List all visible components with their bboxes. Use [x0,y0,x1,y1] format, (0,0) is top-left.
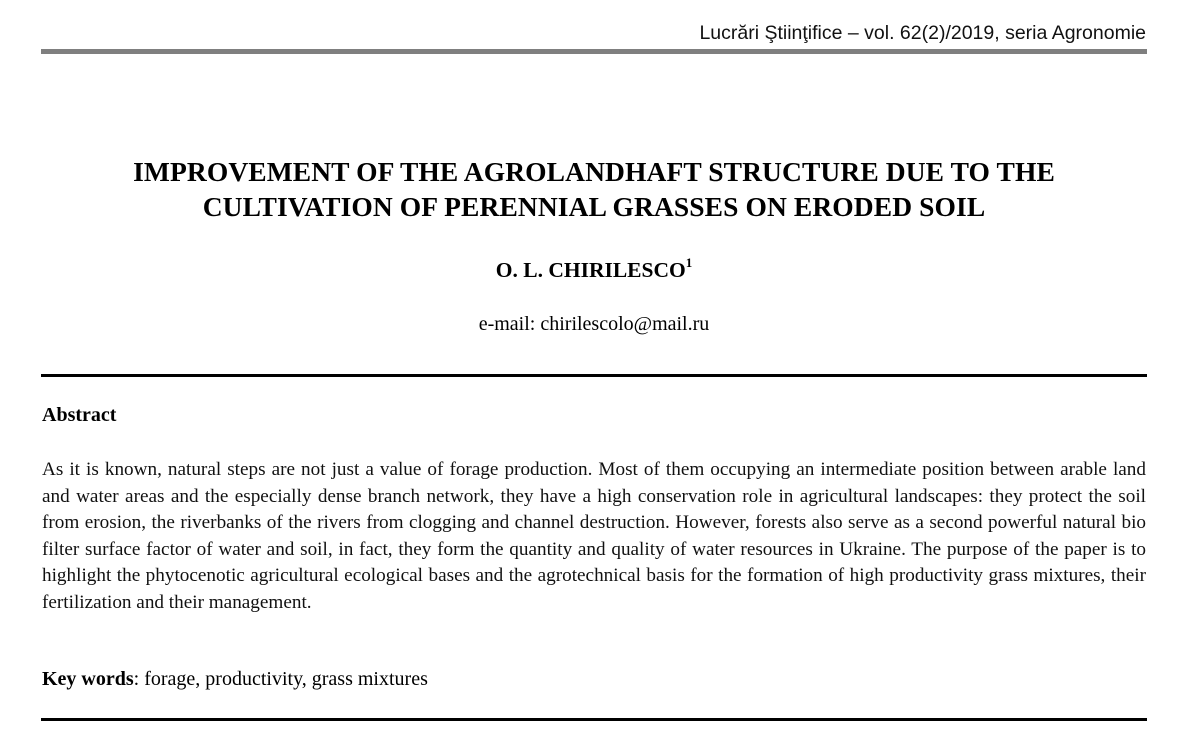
abstract-heading: Abstract [42,404,117,426]
keywords-line [42,668,428,691]
keywords-values: forage, productivity, grass mixtures [144,668,428,690]
paper-title-line-1: IMPROVEMENT OF THE AGROLANDHAFT STRUCTURE DUE TO THE [133,156,1055,187]
abstract-bottom-divider [41,718,1147,721]
header-divider [41,49,1147,54]
paper-title [41,154,1147,224]
abstract-top-divider [41,374,1147,377]
journal-header: Lucrări Ştiinţifice – vol. 62(2)/2019, seria Agronomie [699,22,1146,44]
author-affiliation-mark: 1 [685,255,693,270]
paper-title-line-2: CULTIVATION OF PERENNIAL GRASSES ON ERODED SOIL [202,191,986,222]
abstract-text: As it is known, natural steps are not just a value of forage production. Most of them occupying an intermediate position between arable land and water areas and the especially dense branch network, they have a high conservation role in agricultural landscapes: they protect the soil from erosion, the riverbanks of the rivers from clogging and channel destruction. However, forests also serve as a second powerful natural bio filter surface factor of water and soil, in fact, they form the quantity and quality of water resources in Ukraine. The purpose of the paper is to highlight the phytocenotic agricultural ecological bases and the agrotechnical basis for the formation of high productivity grass mixtures, their fertilization and their management. [42,459,1146,613]
keywords-separator: : [133,668,145,690]
author-email: e-mail: chirilescolo@mail.ru [478,313,710,335]
keywords-label: Key words [42,668,134,690]
author-name: O. L. CHIRILESCO [495,258,686,283]
author-line [41,257,1147,283]
